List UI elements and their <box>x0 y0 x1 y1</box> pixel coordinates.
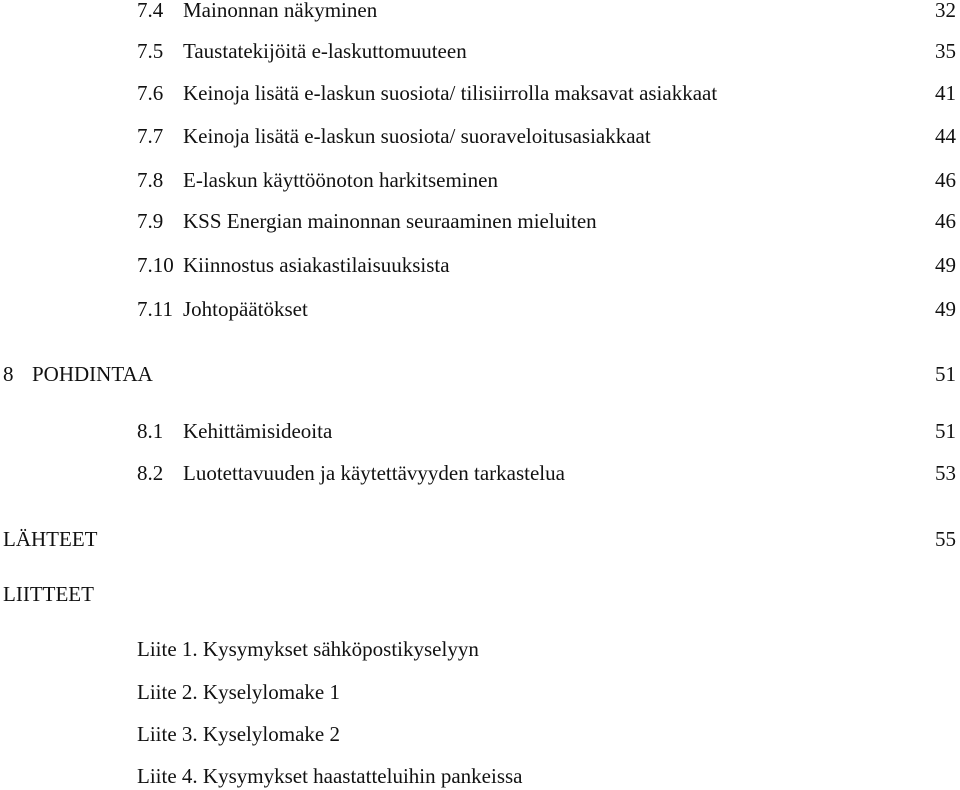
toc-number: 7.9 <box>137 209 164 233</box>
toc-entry-7-9 <box>0 208 960 234</box>
toc-entry-7-10 <box>0 252 960 278</box>
toc-entry-liitteet <box>0 581 960 607</box>
toc-title: Mainonnan näkyminen <box>183 0 378 22</box>
toc-entry-7-7 <box>0 123 960 149</box>
toc-title: Luotettavuuden ja käytettävyyden tarkastelua <box>183 461 565 485</box>
appendix-title: Liite 1. Kysymykset sähköpostikyselyyn <box>137 637 479 661</box>
toc-title: Johtopäätökset <box>183 297 308 321</box>
toc-page: 44 <box>935 124 956 148</box>
toc-number: 8.1 <box>137 419 164 443</box>
toc-entry-8-1 <box>0 418 960 444</box>
toc-entry-7-8 <box>0 167 960 193</box>
appendix-item-4 <box>0 763 960 789</box>
toc-page: 51 <box>935 419 956 443</box>
toc-title: Kehittämisideoita <box>183 419 333 443</box>
toc-entry-chapter-8 <box>0 361 960 387</box>
appendix-title: Liite 2. Kyselylomake 1 <box>137 680 340 704</box>
appendix-item-3 <box>0 721 960 747</box>
toc-page: 51 <box>935 362 956 386</box>
toc-title: Keinoja lisätä e-laskun suosiota/ suoraveloitusasiakkaat <box>183 124 651 148</box>
appendix-title: Liite 4. Kysymykset haastatteluihin pankeissa <box>137 764 523 788</box>
toc-number: 8 <box>3 362 14 386</box>
toc-page: 41 <box>935 81 956 105</box>
toc-number: 7.10 <box>137 253 174 277</box>
toc-page: 32 <box>935 0 956 22</box>
toc-entry-7-6 <box>0 80 960 106</box>
toc-page: 49 <box>935 297 956 321</box>
toc-title: Keinoja lisätä e-laskun suosiota/ tilisiirrolla maksavat asiakkaat <box>183 81 718 105</box>
toc-page: 49 <box>935 253 956 277</box>
toc-entry-7-5 <box>0 38 960 64</box>
toc-number: 7.11 <box>137 297 173 321</box>
toc-number: 7.7 <box>137 124 164 148</box>
appendix-item-1 <box>0 636 960 662</box>
toc-page: 35 <box>935 39 956 63</box>
toc-page: 55 <box>935 527 956 551</box>
toc-entry-8-2 <box>0 460 960 486</box>
toc-title: POHDINTAA <box>32 362 153 386</box>
toc-title: Kiinnostus asiakastilaisuuksista <box>183 253 450 277</box>
toc-number: 7.6 <box>137 81 164 105</box>
toc-entry-7-11 <box>0 296 960 322</box>
toc-entry-lahteet <box>0 526 960 552</box>
appendix-item-2 <box>0 679 960 705</box>
toc-title: LIITTEET <box>3 582 94 606</box>
toc-number: 7.4 <box>137 0 164 22</box>
toc-number: 8.2 <box>137 461 164 485</box>
toc-title: Taustatekijöitä e-laskuttomuuteen <box>183 39 467 63</box>
toc-title: LÄHTEET <box>3 527 98 551</box>
toc-page: 46 <box>935 209 956 233</box>
toc-title: E-laskun käyttöönoton harkitseminen <box>183 168 498 192</box>
appendix-title: Liite 3. Kyselylomake 2 <box>137 722 340 746</box>
toc-page: 46 <box>935 168 956 192</box>
toc-number: 7.5 <box>137 39 164 63</box>
toc-number: 7.8 <box>137 168 164 192</box>
toc-entry-7-4 <box>0 0 960 23</box>
toc-title: KSS Energian mainonnan seuraaminen mieluiten <box>183 209 597 233</box>
toc-page: 53 <box>935 461 956 485</box>
